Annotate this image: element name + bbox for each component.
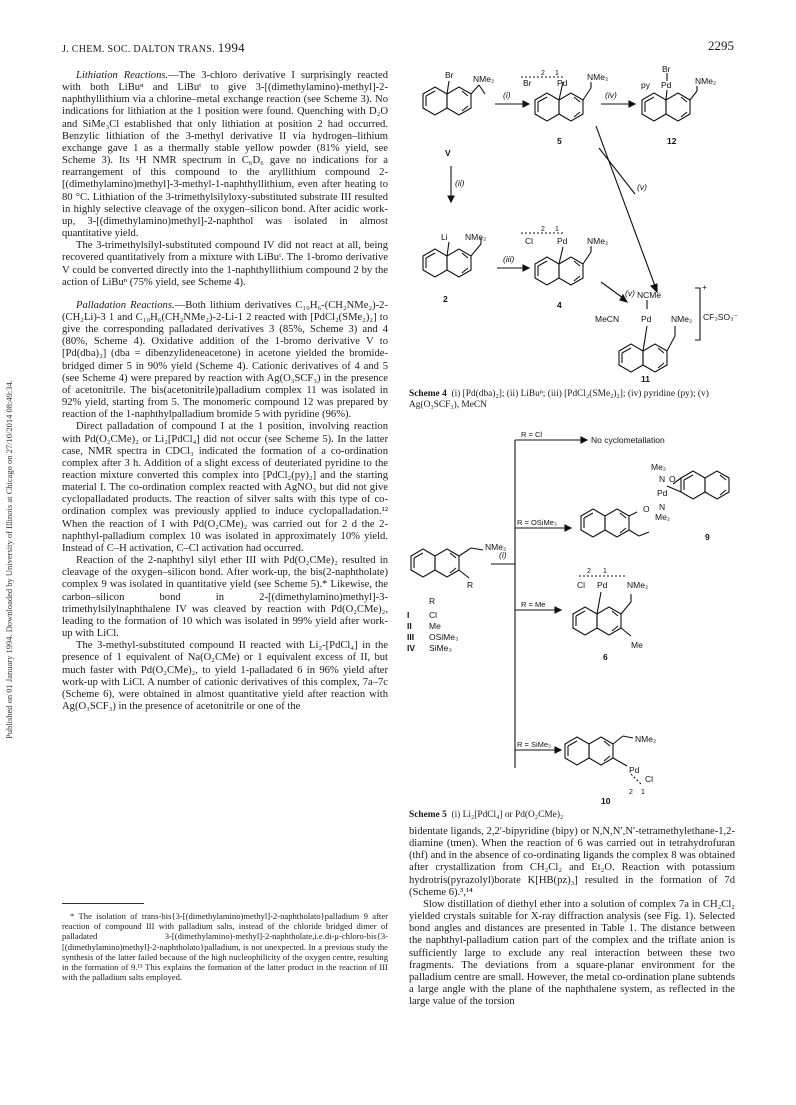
reagent-iv: (iv) [605, 90, 617, 100]
label-dash-5: 1 [555, 70, 559, 77]
substituent-number: II [407, 621, 412, 631]
label-cl-4: Cl [525, 236, 534, 246]
substituent-r: Cl [429, 610, 438, 620]
label-plus-11: + [702, 282, 707, 292]
footnote: * The isolation of trans-bis{3-[(dimethylamino)methyl]-2-naphtholato}palladium 9 after reaction of compound III with palladium salts, instead of the chloride bridged dimer of palladated 3-[(dimethylamino)-methyl]-2-naphtholate,i.e.di-μ-chloro-bis{3-[(dimethylamino)methyl]-2-naphtholato}palladium, is not unexpected. In a previous study the synthesis of the latter failed because of the high nucleophilicity of the oxygen centre, resulting in the formation of 9.¹³ This explains the formation of the latter product in the reaction of III with the palladium salts employed. [62, 911, 388, 983]
reagent-i-5: (i) [499, 550, 507, 560]
substituent-number: I [407, 610, 410, 620]
label-li-2: Li [441, 232, 448, 242]
compound-10: 10 [601, 796, 611, 806]
compound-2: 2 [443, 294, 448, 304]
label-dash-4: 1 [555, 226, 559, 233]
compound-4: 4 [557, 300, 562, 310]
label-nme2-4: NMe₂ [587, 236, 609, 246]
section-title-palladation: Palladation Reactions. [76, 299, 175, 311]
label-me2-9-bottom: Me₂ [655, 512, 671, 522]
substituent-number: IV [407, 643, 416, 653]
substituent-r: SiMe₃ [429, 643, 452, 653]
naphthalene-V [423, 81, 485, 115]
label-nme2-11: NMe₂ [671, 314, 693, 324]
page-header [62, 40, 734, 56]
scheme-4-figure [405, 64, 740, 386]
paragraph-lithiation: Lithiation Reactions.—The 3-chloro derivative I surprisingly reacted with both LiBuⁿ and LiBuᵗ to give 3-[(dimethylamino)-methyl]-2-naphthyllithium via a chlorine–metal exchange reaction (see Scheme 3). No indications for lithiation at the 1 position were found. Quenching with D₂O and SiMe₃Cl established that only lithiation at position 2 had occurred. Benzylic lithiation of the 3-methyl derivative II via hydrogen–lithium exchange gave 1 as a thermally stable yellow powder (81% yield, see Scheme 3). Its ¹H NMR spectrum in C₆D₆ gave no indications for a rearrangement of this compound to the aryllithium compound 2-[(dimethylamino)methyl]-3-methyl-1-naphthyllithium, even after heating to 80 °C. Lithiation of the 3-trimethylsilyloxy-substituted substrate III resulted in highly selective cleavage of the oxygen–silicon bond. After acidic work-up, 3-[(dimethylamino)methyl]-2-naphthol was isolated in almost quantitative yield. [62, 70, 388, 240]
label-pd-9: Pd [657, 488, 668, 498]
substituent-table [407, 610, 458, 653]
label-nme2-6: NMe₂ [627, 580, 649, 590]
label-ncme-11: NCMe [637, 290, 662, 300]
reagent-iii: (iii) [503, 254, 515, 264]
branch-osime3: R = OSiMe₃ [517, 518, 557, 527]
label-me2-9-top: Me₂ [651, 462, 667, 472]
compound-11: 11 [641, 374, 650, 384]
label-me-6: Me [631, 640, 643, 650]
label-nme2-5: NMe₂ [587, 72, 609, 82]
page-number: 2295 [708, 38, 734, 53]
label-cl-6: Cl [577, 580, 586, 590]
reagent-v-lower: (v) [625, 288, 635, 298]
label-dash-10: 1 [641, 789, 645, 796]
substituent-r: Me [429, 621, 441, 631]
left-column [62, 70, 388, 713]
label-pd-4: Pd [557, 236, 568, 246]
scheme-5-caption: Scheme 5 (i) Li₂[PdCl₄] or Pd(O₂CMe)₂ [409, 810, 564, 820]
journal-year: 1994 [217, 40, 245, 55]
label-pd-6: Pd [597, 580, 608, 590]
compound-5: 5 [557, 136, 562, 146]
download-watermark: Published on 01 January 1994. Downloaded by University of Illinois at Chicago on 27/10/2014 08:49:34. [4, 380, 14, 740]
label-n-9-top: N [659, 474, 666, 484]
branch-me: R = Me [521, 600, 546, 609]
label-triflate-11: CF₃SO₃⁻ [703, 312, 739, 322]
label-nme2-12: NMe₂ [695, 76, 717, 86]
header-r: R [429, 596, 436, 606]
paragraph-methyl-substituted: The 3-methyl-substituted compound II reacted with Li₂-[PdCl₄] in the presence of 1 equivalent of Na(O₂CMe) or 1 equivalent excess of II, but much faster with Pd(O₂CMe)₂, to yield 1-palladated 6 in 96% yield after work-up with LiCl. A number of cationic derivatives of this complex, 7a–7c (Scheme 6), were obtained in almost quantitative yield after reaction with Ag(O₃SCF₃) in the presence of acetonitrile or one of the [62, 640, 388, 712]
naphthalene-reactant [411, 548, 483, 578]
journal-name: J. CHEM. SOC. DALTON TRANS. 1994 [62, 40, 245, 55]
substituent-number: III [407, 632, 415, 642]
label-br-12: Br [662, 64, 671, 74]
paragraph-bidentate: bidentate ligands, 2,2′-bipyridine (bipy) or N,N,N′,N′-tetramethylethane-1,2-diamine (tmen). When the reaction of 6 was carried out in tetrahydrofuran (thf) and in the absence of co-ordinating ligands the complex 8 was obtained after crystallization from CH₂Cl₂ and Et₂O. Reaction with potassium hydrotris(pyrazolyl)borate K[HB(pz)₃] resulted in the formation of 7d (Scheme 6).³,¹⁴ [409, 826, 735, 898]
label-half-10: 2 [629, 789, 633, 796]
naphthalene-11 [578, 288, 700, 372]
paragraph-direct-palladation: Direct palladation of compound I at the 1 position, involving reaction with Pd(O₂CMe)₂ or Li₂[PdCl₄] did not occur (see Scheme 5). In the latter case, NMR spectra in CDCl₃ indicated the formation of a co-ordination complex after 3 h. Addition of a slight excess of deuteriated pyridine to the reaction mixture converted this complex into [PdCl₂(py)₂] and the starting material I. The co-ordination complex reacted with AgNO₃ but did not give cyclopalladated products. The reaction of silver salts with this type of co-ordination complex was previously applied to induce cyclopalladation.¹² When the reaction of I with Pd(O₂CMe)₂ was carried out for 2 d the 2-naphthyl-palladium complex 10 was isolated in approximately 10% yield. Instead of C–H activation, C–Cl activation had occurred. [62, 421, 388, 554]
label-n-9-bottom: N [659, 502, 666, 512]
label-nme2-2: NMe₂ [465, 232, 487, 242]
scheme-4-caption: Scheme 4 (i) [Pd(dba)₂]; (ii) LiBuⁿ; (iii) [PdCl₂(SMe₂)₂]; (iv) pyridine (py); (v) Ag(O₃SCF₃), MeCN [409, 389, 709, 411]
label-br-V: Br [445, 70, 454, 80]
label-pd-5: Pd [557, 78, 568, 88]
section-title-lithiation: Lithiation Reactions. [76, 70, 169, 81]
label-half-6: 2 [587, 568, 591, 575]
naphthalene-5 [521, 77, 591, 121]
complex-9 [581, 471, 729, 537]
paragraph-xray: Slow distillation of diethyl ether into a solution of complex 7a in CH₂Cl₂ yielded crystals suitable for X-ray diffraction analysis (see Fig. 1). Selected bond angles and distances are presented in Table 1. The distance between the naphthyl-palladium cation part of the complex and the triflate anion is sufficiently large to exclude any real interaction between these two fragments. The deviations from a square-planar environment for the palladium centre are small. However, the metal co-ordination plane subtends a large angle with the plane of the naphthalene system, as reflected in the large value of the torsion [409, 898, 735, 1008]
reagent-ii: (ii) [455, 178, 465, 188]
label-r-reactant: R [467, 580, 474, 590]
paragraph-palladation: Palladation Reactions.—Both lithium derivatives C₁₀H₆-(CH₂NMe₂)-2-(CH₂Li)-3 1 and C₁₀H₆(CH₂NMe₂)-2-Li-1 2 reacted with [PdCl₂(SMe₂)₂] to give the corresponding palladated derivatives 3 (85%, Scheme 3) and 4 (80%, Scheme 4). Oxidative addition of the 1-bromo derivative V to [Pd(dba)₂] (dba = dibenzylideneacetone) in acetone yielded the bromide-bridged dimer 5 in 90% yield (Scheme 4). Cationic derivatives of 4 and 5 (see Scheme 4) were prepared by reaction with Ag(O₃SCF₃) in the presence of acetonitrile. The bis(acetonitrile)palladium complex 11 was isolated in 92% yield, starting from 5. The monomeric compound 12 was prepared by reaction of the 1-naphthylpalladium bromide 5 with pyridine (96%). [62, 299, 388, 421]
substituent-r: OSiMe₃ [429, 632, 459, 642]
paragraph-trimethylsilyl: The 3-trimethylsilyl-substituted compound IV did not react at all, being recovered quantitatively from a mixture with LiBuᵗ. The 1-bromo derivative V could be converted directly into the 1-naphthyllithium compound 2 by the action of LiBuⁿ (75% yield, see Scheme 4). [62, 240, 388, 288]
label-nme2-10: NMe₂ [635, 734, 657, 744]
label-pd-10: Pd [629, 765, 640, 775]
label-pd-12: Pd [661, 80, 672, 90]
complex-10 [565, 736, 641, 784]
label-nme2-V: NMe₂ [473, 74, 495, 84]
label-pd-11: Pd [641, 314, 652, 324]
label-py-12: py [641, 80, 650, 90]
compound-6: 6 [603, 652, 608, 662]
label-mecn-11: MeCN [595, 314, 620, 324]
reagent-v-upper: (v) [637, 182, 647, 192]
right-column [409, 826, 735, 1008]
branch-sime3: R = SiMe₃ [517, 740, 552, 749]
label-half-5: 2 [541, 70, 545, 77]
label-cl-10: Cl [645, 774, 654, 784]
compound-9: 9 [705, 532, 710, 542]
no-cyclometallation: No cyclometallation [591, 435, 665, 445]
label-dash-6: 1 [603, 568, 607, 575]
label-o-9-top: O [669, 474, 676, 484]
naphthalene-2 [423, 238, 481, 277]
scheme-5-figure [405, 428, 740, 806]
label-nme2-reactant: NMe₂ [485, 542, 507, 552]
branch-cl: R = Cl [521, 430, 543, 439]
reagent-i: (i) [503, 90, 511, 100]
paragraph-silyl-ether: Reaction of the 2-naphthyl silyl ether III with Pd(O₂CMe)₂ resulted in cleavage of the oxygen–silicon bond. After work-up, the bis(2-naphtholate) complex 9 was isolated in quantitative yield (see Scheme 5).* Likewise, the carbon–silicon bond in 2-[(dimethylamino)methyl]-3-trimethylsilylnaphthalene IV was cleaved by reaction with Pd(O₂CMe)₂, leading to the formation of 10 which was isolated in 99% yield after work-up with LiCl. [62, 555, 388, 640]
compound-12: 12 [667, 136, 677, 146]
compound-V: V [445, 148, 451, 158]
footnote-divider [62, 903, 144, 904]
label-half-4: 2 [541, 226, 545, 233]
label-o-9-bottom: O [643, 504, 650, 514]
label-br-5: Br [523, 78, 532, 88]
